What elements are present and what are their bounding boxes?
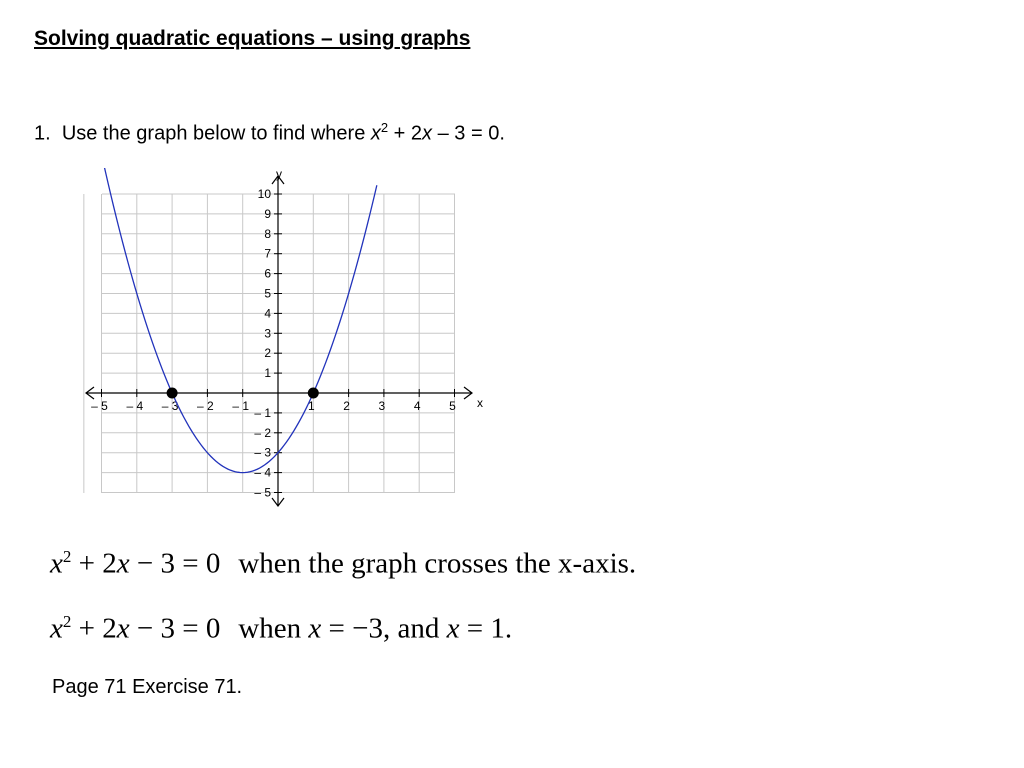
y-axis-label: y bbox=[276, 168, 282, 181]
y-tick-label: 10 bbox=[257, 187, 271, 201]
y-tick-label: – 1 bbox=[254, 405, 271, 420]
statement-crosses-axis bbox=[50, 547, 636, 581]
question-text bbox=[34, 120, 505, 146]
eq2-x: x bbox=[50, 612, 63, 645]
eq2-val-a: = −3, and bbox=[328, 612, 440, 645]
y-tick-label: 3 bbox=[264, 326, 271, 341]
eq2-tail: − 3 = 0 bbox=[136, 612, 221, 645]
eq2-when: when bbox=[238, 612, 302, 645]
eq1-x: x bbox=[50, 547, 63, 580]
graph-svg bbox=[80, 168, 500, 513]
y-tick-label: – 4 bbox=[254, 465, 271, 480]
eq2-x2: x bbox=[116, 612, 130, 645]
eq2-plus: + 2 bbox=[78, 612, 117, 645]
y-tick-label: – 2 bbox=[254, 425, 271, 440]
y-tick-label: 2 bbox=[264, 346, 271, 361]
y-tick-label: 1 bbox=[264, 366, 271, 381]
question-exponent: 2 bbox=[380, 120, 389, 135]
y-tick-label: – 5 bbox=[254, 485, 271, 500]
x-tick-label: – 3 bbox=[161, 399, 179, 413]
question-mid: + 2 bbox=[388, 122, 423, 145]
eq2-val-b: = 1. bbox=[466, 612, 513, 645]
quadratic-graph bbox=[80, 168, 500, 518]
y-tick-label: 9 bbox=[264, 206, 271, 221]
y-tick-label: – 3 bbox=[254, 445, 271, 460]
x-tick-label: – 1 bbox=[232, 399, 250, 413]
x-tick-label: – 5 bbox=[91, 399, 108, 413]
y-tick-label: 5 bbox=[264, 286, 271, 301]
eq1-x2: x bbox=[116, 547, 130, 580]
slide-title: Solving quadratic equations – using graphs bbox=[34, 27, 471, 50]
eq1-plus: + 2 bbox=[78, 547, 117, 580]
eq2-var-a: x bbox=[308, 612, 322, 645]
question-var-x: x bbox=[370, 122, 381, 145]
question-number: 1. bbox=[34, 122, 51, 145]
x-tick-label: 4 bbox=[413, 399, 421, 413]
question-var-x2: x bbox=[422, 122, 433, 145]
x-tick-label: 3 bbox=[378, 399, 386, 413]
y-tick-label: 7 bbox=[264, 246, 271, 261]
x-tick-label: 1 bbox=[307, 399, 315, 413]
root-point bbox=[167, 388, 178, 399]
question-suffix: – 3 = 0. bbox=[432, 122, 505, 145]
statement-solutions bbox=[50, 612, 512, 646]
y-tick-label: 4 bbox=[264, 306, 271, 321]
x-tick-label: 5 bbox=[449, 399, 456, 413]
eq1-text: when the graph crosses the x-axis. bbox=[238, 547, 637, 580]
root-point bbox=[308, 388, 319, 399]
x-tick-label: – 2 bbox=[197, 399, 214, 413]
question-prefix: Use the graph below to find where bbox=[61, 122, 366, 145]
page-reference: Page 71 Exercise 71. bbox=[52, 676, 243, 698]
eq2-exponent: 2 bbox=[62, 612, 72, 631]
eq2-var-b: x bbox=[446, 612, 460, 645]
y-tick-label: 8 bbox=[264, 226, 271, 241]
x-axis-label: x bbox=[477, 396, 483, 410]
x-tick-label: – 4 bbox=[126, 399, 144, 413]
x-tick-label: 2 bbox=[343, 399, 350, 413]
eq1-exponent: 2 bbox=[62, 547, 72, 566]
eq1-tail: − 3 = 0 bbox=[136, 547, 221, 580]
y-tick-label: 6 bbox=[264, 266, 271, 281]
